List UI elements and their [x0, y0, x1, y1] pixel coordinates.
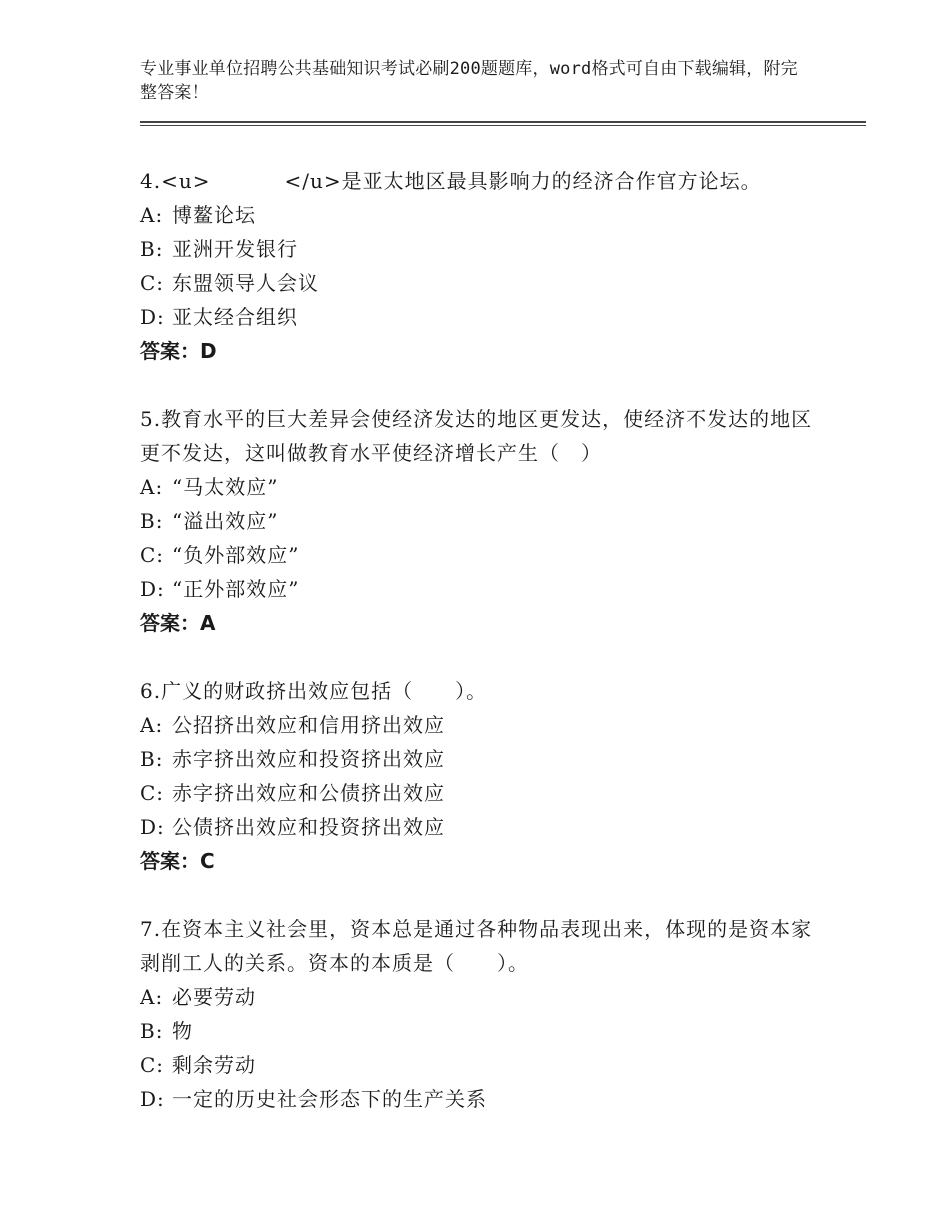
option-b: B: 亚洲开发银行: [140, 237, 298, 261]
question-list: [140, 164, 820, 1150]
option-b: B: “溢出效应”: [140, 509, 279, 533]
answer-label: 答案：D: [140, 339, 217, 363]
question-stem: 5.教育水平的巨大差异会使经济发达的地区更发达，使经济不发达的地区更不发达，这叫做教育水平使经济增长产生（ ）: [140, 407, 813, 465]
option-b: B: 物: [140, 1019, 193, 1043]
question-stem: [140, 164, 820, 198]
option-a: A: 公招挤出效应和信用挤出效应: [140, 713, 445, 737]
option-d: D: “正外部效应”: [140, 577, 300, 601]
option-c: C: 剩余劳动: [140, 1053, 256, 1077]
option-d: D: 亚太经合组织: [140, 305, 298, 329]
question-stem-start: 4.<u>: [140, 169, 211, 193]
option-d: D: 公债挤出效应和投资挤出效应: [140, 815, 445, 839]
question-4: [140, 164, 820, 368]
question-stem-end: </u>是亚太地区最具影响力的经济合作官方论坛。: [284, 169, 762, 193]
question-stem: 7.在资本主义社会里，资本总是通过各种物品表现出来，体现的是资本家剥削工人的关系。资本的本质是（ ）。: [140, 917, 813, 975]
answer-label: 答案：C: [140, 849, 215, 873]
question-stem: 6.广义的财政挤出效应包括（ ）。: [140, 679, 488, 703]
document-header: 专业事业单位招聘公共基础知识考试必刷200题题库，word格式可自由下载编辑，附完整答案！: [140, 59, 798, 103]
question-6: [140, 674, 820, 878]
option-b: B: 赤字挤出效应和投资挤出效应: [140, 747, 445, 771]
option-c: C: 东盟领导人会议: [140, 271, 319, 295]
option-d: D: 一定的历史社会形态下的生产关系: [140, 1087, 487, 1111]
question-5: [140, 402, 820, 640]
option-c: C: 赤字挤出效应和公债挤出效应: [140, 781, 445, 805]
option-a: A: “马太效应”: [140, 475, 279, 499]
option-a: A: 必要劳动: [140, 985, 256, 1009]
question-7: [140, 912, 820, 1116]
answer-label: 答案：A: [140, 611, 216, 635]
header-divider: [140, 121, 866, 126]
option-c: C: “负外部效应”: [140, 543, 300, 567]
option-a: A: 博鳌论坛: [140, 203, 256, 227]
